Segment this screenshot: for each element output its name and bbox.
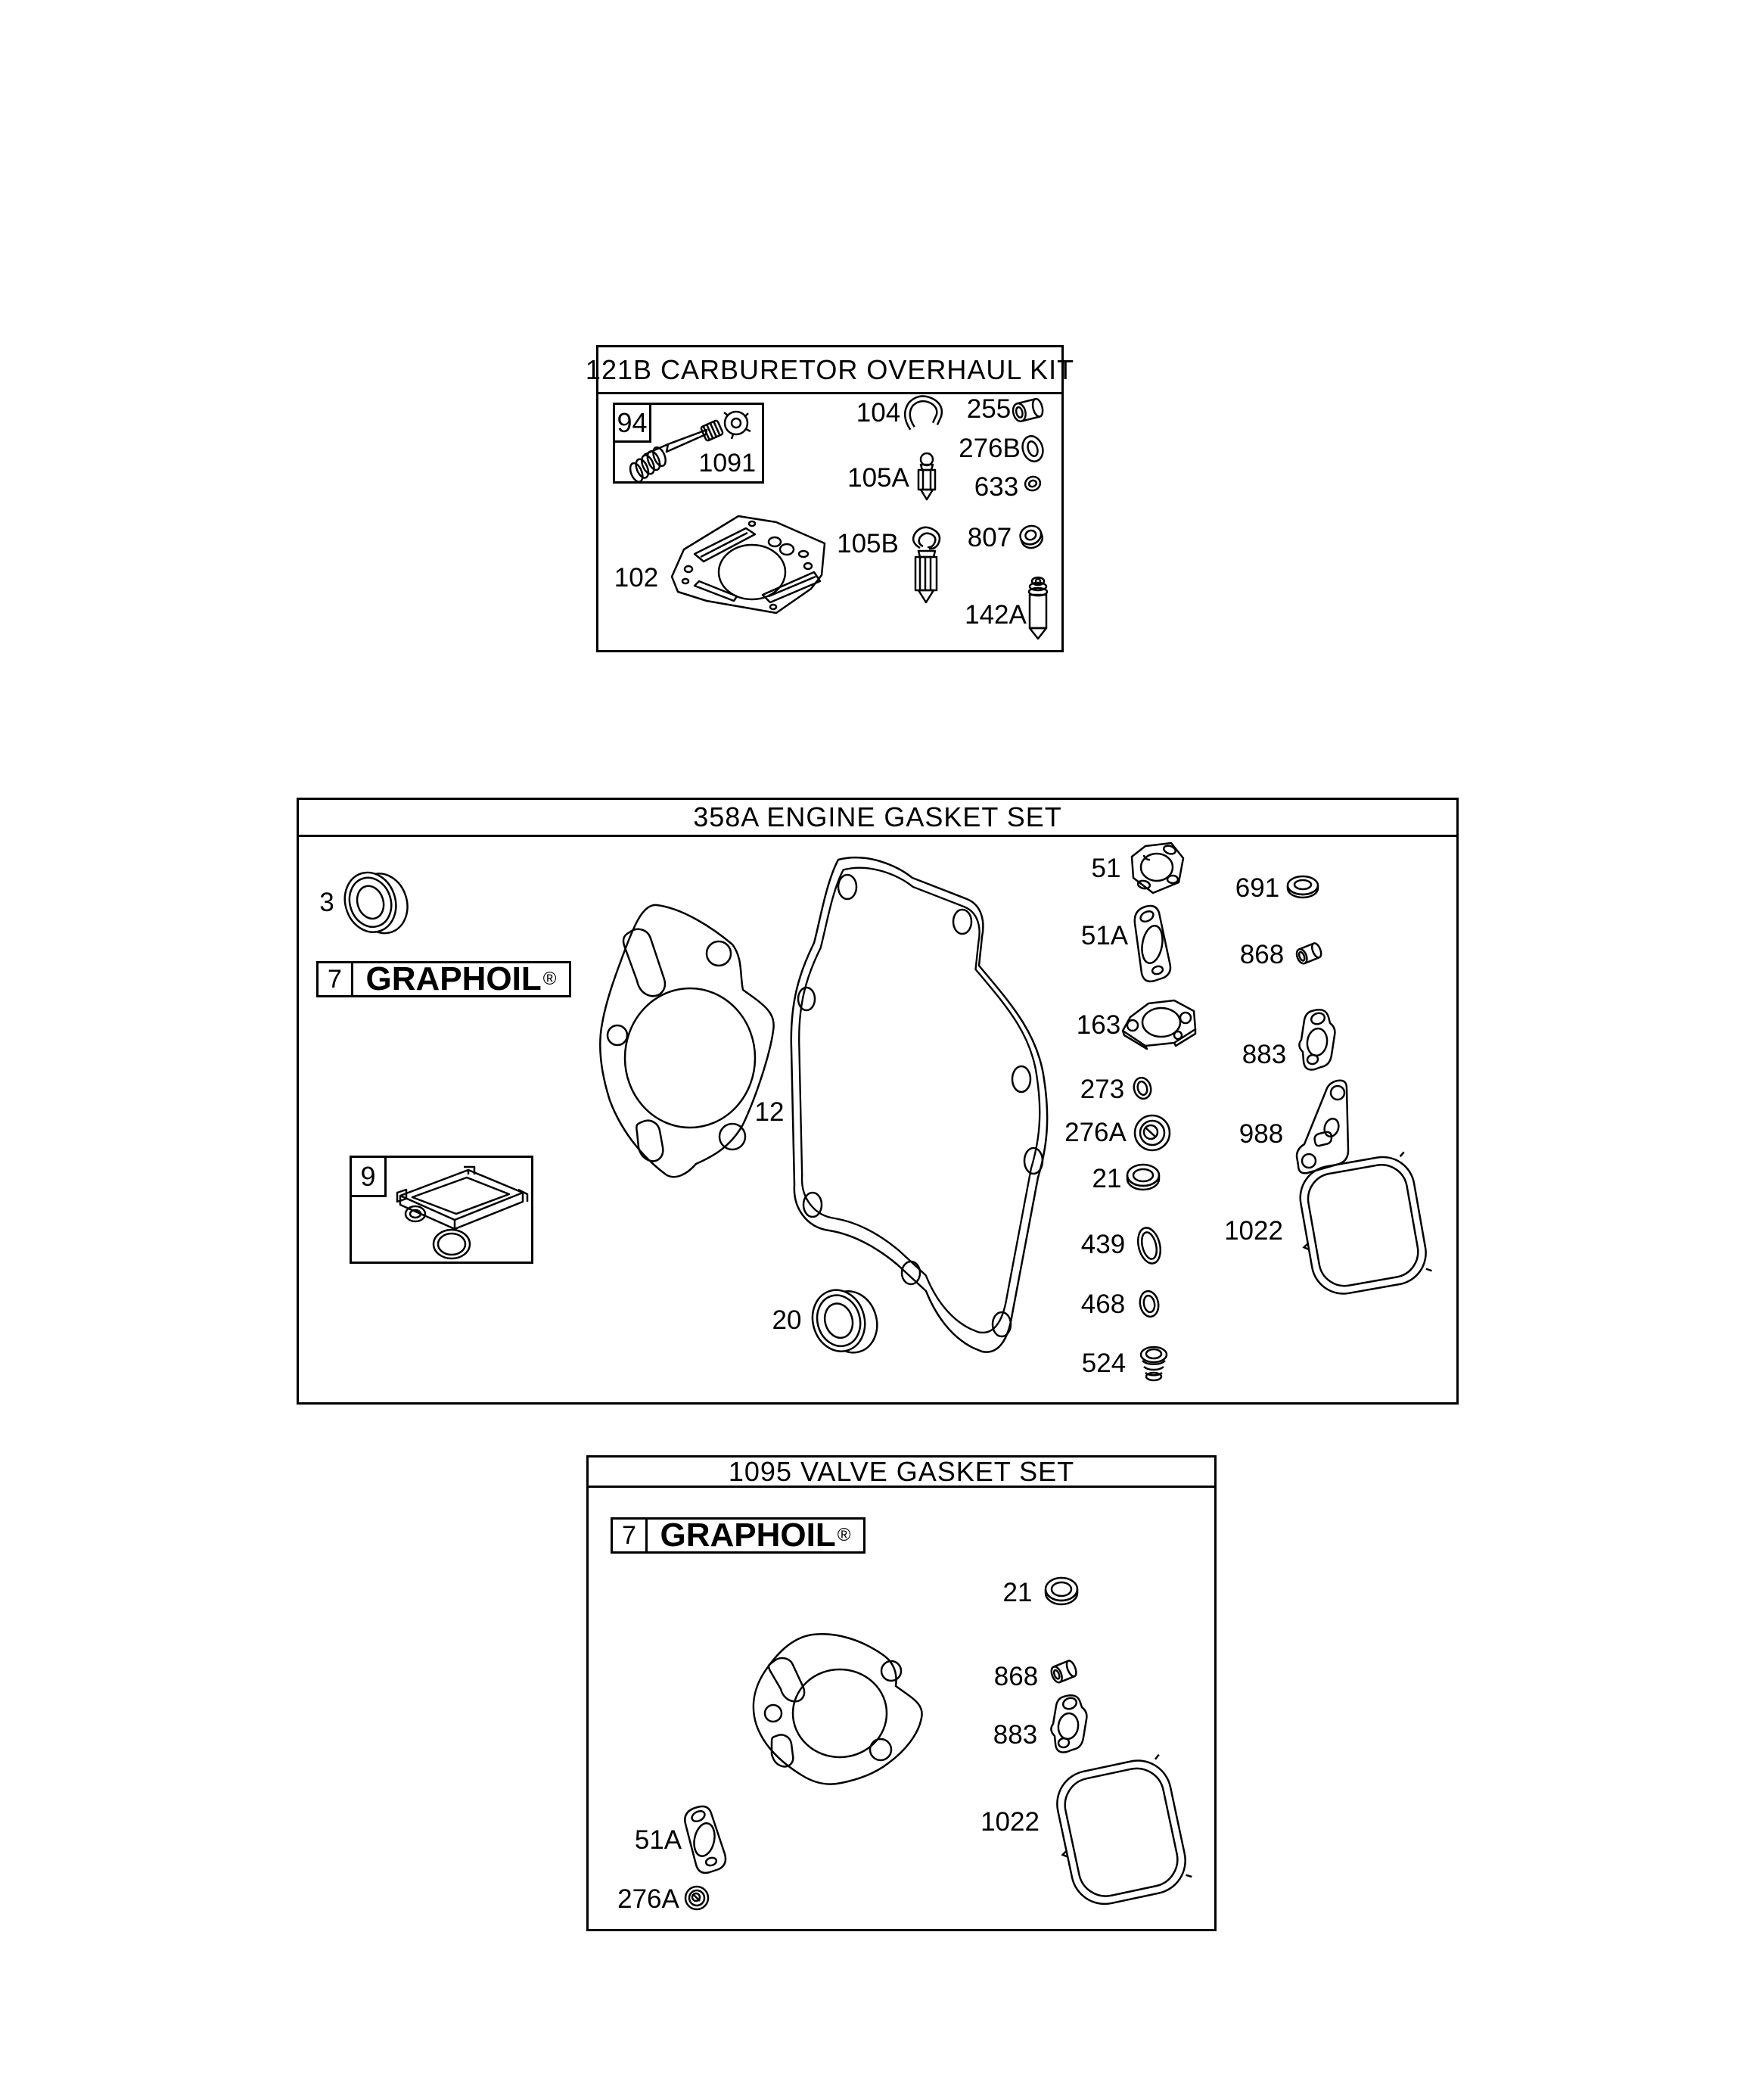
ring-21-engine-drawing bbox=[1124, 1161, 1162, 1193]
label-633: 633 bbox=[974, 472, 1019, 502]
label-21-engine: 21 bbox=[1092, 1164, 1122, 1193]
label-1022-engine: 1022 bbox=[1224, 1216, 1283, 1246]
label-439: 439 bbox=[1080, 1230, 1126, 1259]
cylinder-head-gasket-valve-drawing bbox=[743, 1629, 934, 1789]
oil-seal-20-drawing bbox=[806, 1285, 878, 1358]
carburetor-gasket-51-drawing bbox=[1126, 840, 1186, 896]
oil-seal-3-drawing bbox=[339, 867, 409, 938]
valve-set-title-bar bbox=[589, 1455, 1214, 1488]
label-20: 20 bbox=[772, 1305, 802, 1335]
label-51A-engine: 51A bbox=[1080, 921, 1129, 950]
label-102: 102 bbox=[614, 563, 659, 593]
hook-clip-104-drawing bbox=[902, 395, 950, 436]
carb-kit-title-bar bbox=[585, 347, 1075, 394]
engine-set-title: 358A ENGINE GASKET SET bbox=[693, 801, 1062, 832]
label-255: 255 bbox=[966, 394, 1012, 424]
gasket-883-engine-drawing bbox=[1295, 1006, 1338, 1072]
label-276A-engine: 276A bbox=[1064, 1118, 1127, 1147]
washer-691-drawing bbox=[1285, 873, 1321, 899]
label-12: 12 bbox=[754, 1097, 785, 1127]
label-273: 273 bbox=[1080, 1075, 1125, 1104]
label-807: 807 bbox=[967, 523, 1012, 552]
ref-94: 94 bbox=[615, 405, 651, 443]
label-51A-valve: 51A bbox=[634, 1825, 682, 1855]
label-524: 524 bbox=[1081, 1349, 1127, 1378]
float-needle-105B-drawing bbox=[906, 525, 946, 608]
label-1022-valve: 1022 bbox=[981, 1807, 1040, 1837]
o-ring-468-drawing bbox=[1136, 1286, 1162, 1321]
label-142A: 142A bbox=[965, 600, 1027, 630]
cylinder-head-gasket-drawing bbox=[584, 898, 784, 1185]
breather-frame-gasket-drawing bbox=[353, 1159, 531, 1262]
ref-7-valve: 7 bbox=[613, 1520, 648, 1551]
jet-screw-142A-drawing bbox=[1026, 575, 1050, 642]
cap-868-valve-drawing bbox=[1047, 1657, 1080, 1686]
o-ring-439-drawing bbox=[1133, 1223, 1165, 1268]
needle-valve-assembly-drawing bbox=[621, 409, 762, 481]
needle-105A-drawing bbox=[909, 453, 944, 501]
valve-set-title: 1095 VALVE GASKET SET bbox=[728, 1455, 1075, 1487]
graphoil-callout-valve bbox=[611, 1517, 866, 1554]
graphoil-callout-engine bbox=[316, 961, 571, 997]
engine-set-title-bar bbox=[299, 800, 1456, 837]
label-468: 468 bbox=[1080, 1290, 1126, 1319]
rocker-cover-gasket-1022-valve-drawing bbox=[1044, 1739, 1200, 1925]
label-163: 163 bbox=[1076, 1010, 1121, 1040]
label-883-valve: 883 bbox=[993, 1720, 1038, 1750]
label-3: 3 bbox=[319, 888, 334, 917]
label-105A: 105A bbox=[847, 463, 909, 493]
label-51: 51 bbox=[1091, 854, 1121, 883]
ref-1091: 1091 bbox=[698, 449, 756, 478]
carb-kit-title: 121B CARBURETOR OVERHAUL KIT bbox=[585, 353, 1075, 385]
o-ring-273-drawing bbox=[1131, 1075, 1154, 1102]
label-21-valve: 21 bbox=[1002, 1578, 1033, 1607]
ring-21-valve-drawing bbox=[1043, 1574, 1080, 1607]
cap-868-engine-drawing bbox=[1292, 940, 1325, 967]
label-988: 988 bbox=[1238, 1119, 1284, 1149]
breather-gasket-inset bbox=[350, 1156, 533, 1264]
plug-524-drawing bbox=[1135, 1344, 1173, 1383]
label-104: 104 bbox=[856, 398, 901, 428]
ref-7-engine: 7 bbox=[319, 963, 353, 995]
bushing-255-drawing bbox=[1011, 397, 1046, 424]
label-691: 691 bbox=[1235, 873, 1280, 903]
label-276A-valve: 276A bbox=[617, 1884, 679, 1914]
seal-276A-valve-drawing bbox=[682, 1884, 711, 1912]
intake-gasket-163-drawing bbox=[1118, 996, 1200, 1050]
o-ring-276B-drawing bbox=[1020, 434, 1046, 463]
label-276B: 276B bbox=[959, 434, 1021, 463]
needle-valve-kit-inset bbox=[613, 403, 764, 484]
exhaust-gasket-51A-engine-drawing bbox=[1130, 904, 1174, 984]
seal-276A-engine-drawing bbox=[1132, 1112, 1173, 1153]
ref-9: 9 bbox=[352, 1158, 387, 1197]
carburetor-body-gasket-102-drawing bbox=[663, 510, 834, 621]
label-868-valve: 868 bbox=[993, 1662, 1039, 1691]
o-ring-633-drawing bbox=[1022, 474, 1043, 493]
graphoil-brand-valve: GRAPHOIL ® bbox=[660, 1517, 851, 1554]
grommet-807-drawing bbox=[1017, 522, 1046, 551]
exhaust-gasket-51A-valve-drawing bbox=[679, 1804, 731, 1874]
graphoil-brand-engine: GRAPHOIL ® bbox=[365, 960, 557, 997]
label-105B: 105B bbox=[837, 529, 899, 558]
label-883-engine: 883 bbox=[1242, 1040, 1287, 1069]
rocker-cover-gasket-1022-engine-drawing bbox=[1285, 1143, 1444, 1311]
label-868-engine: 868 bbox=[1239, 940, 1285, 969]
